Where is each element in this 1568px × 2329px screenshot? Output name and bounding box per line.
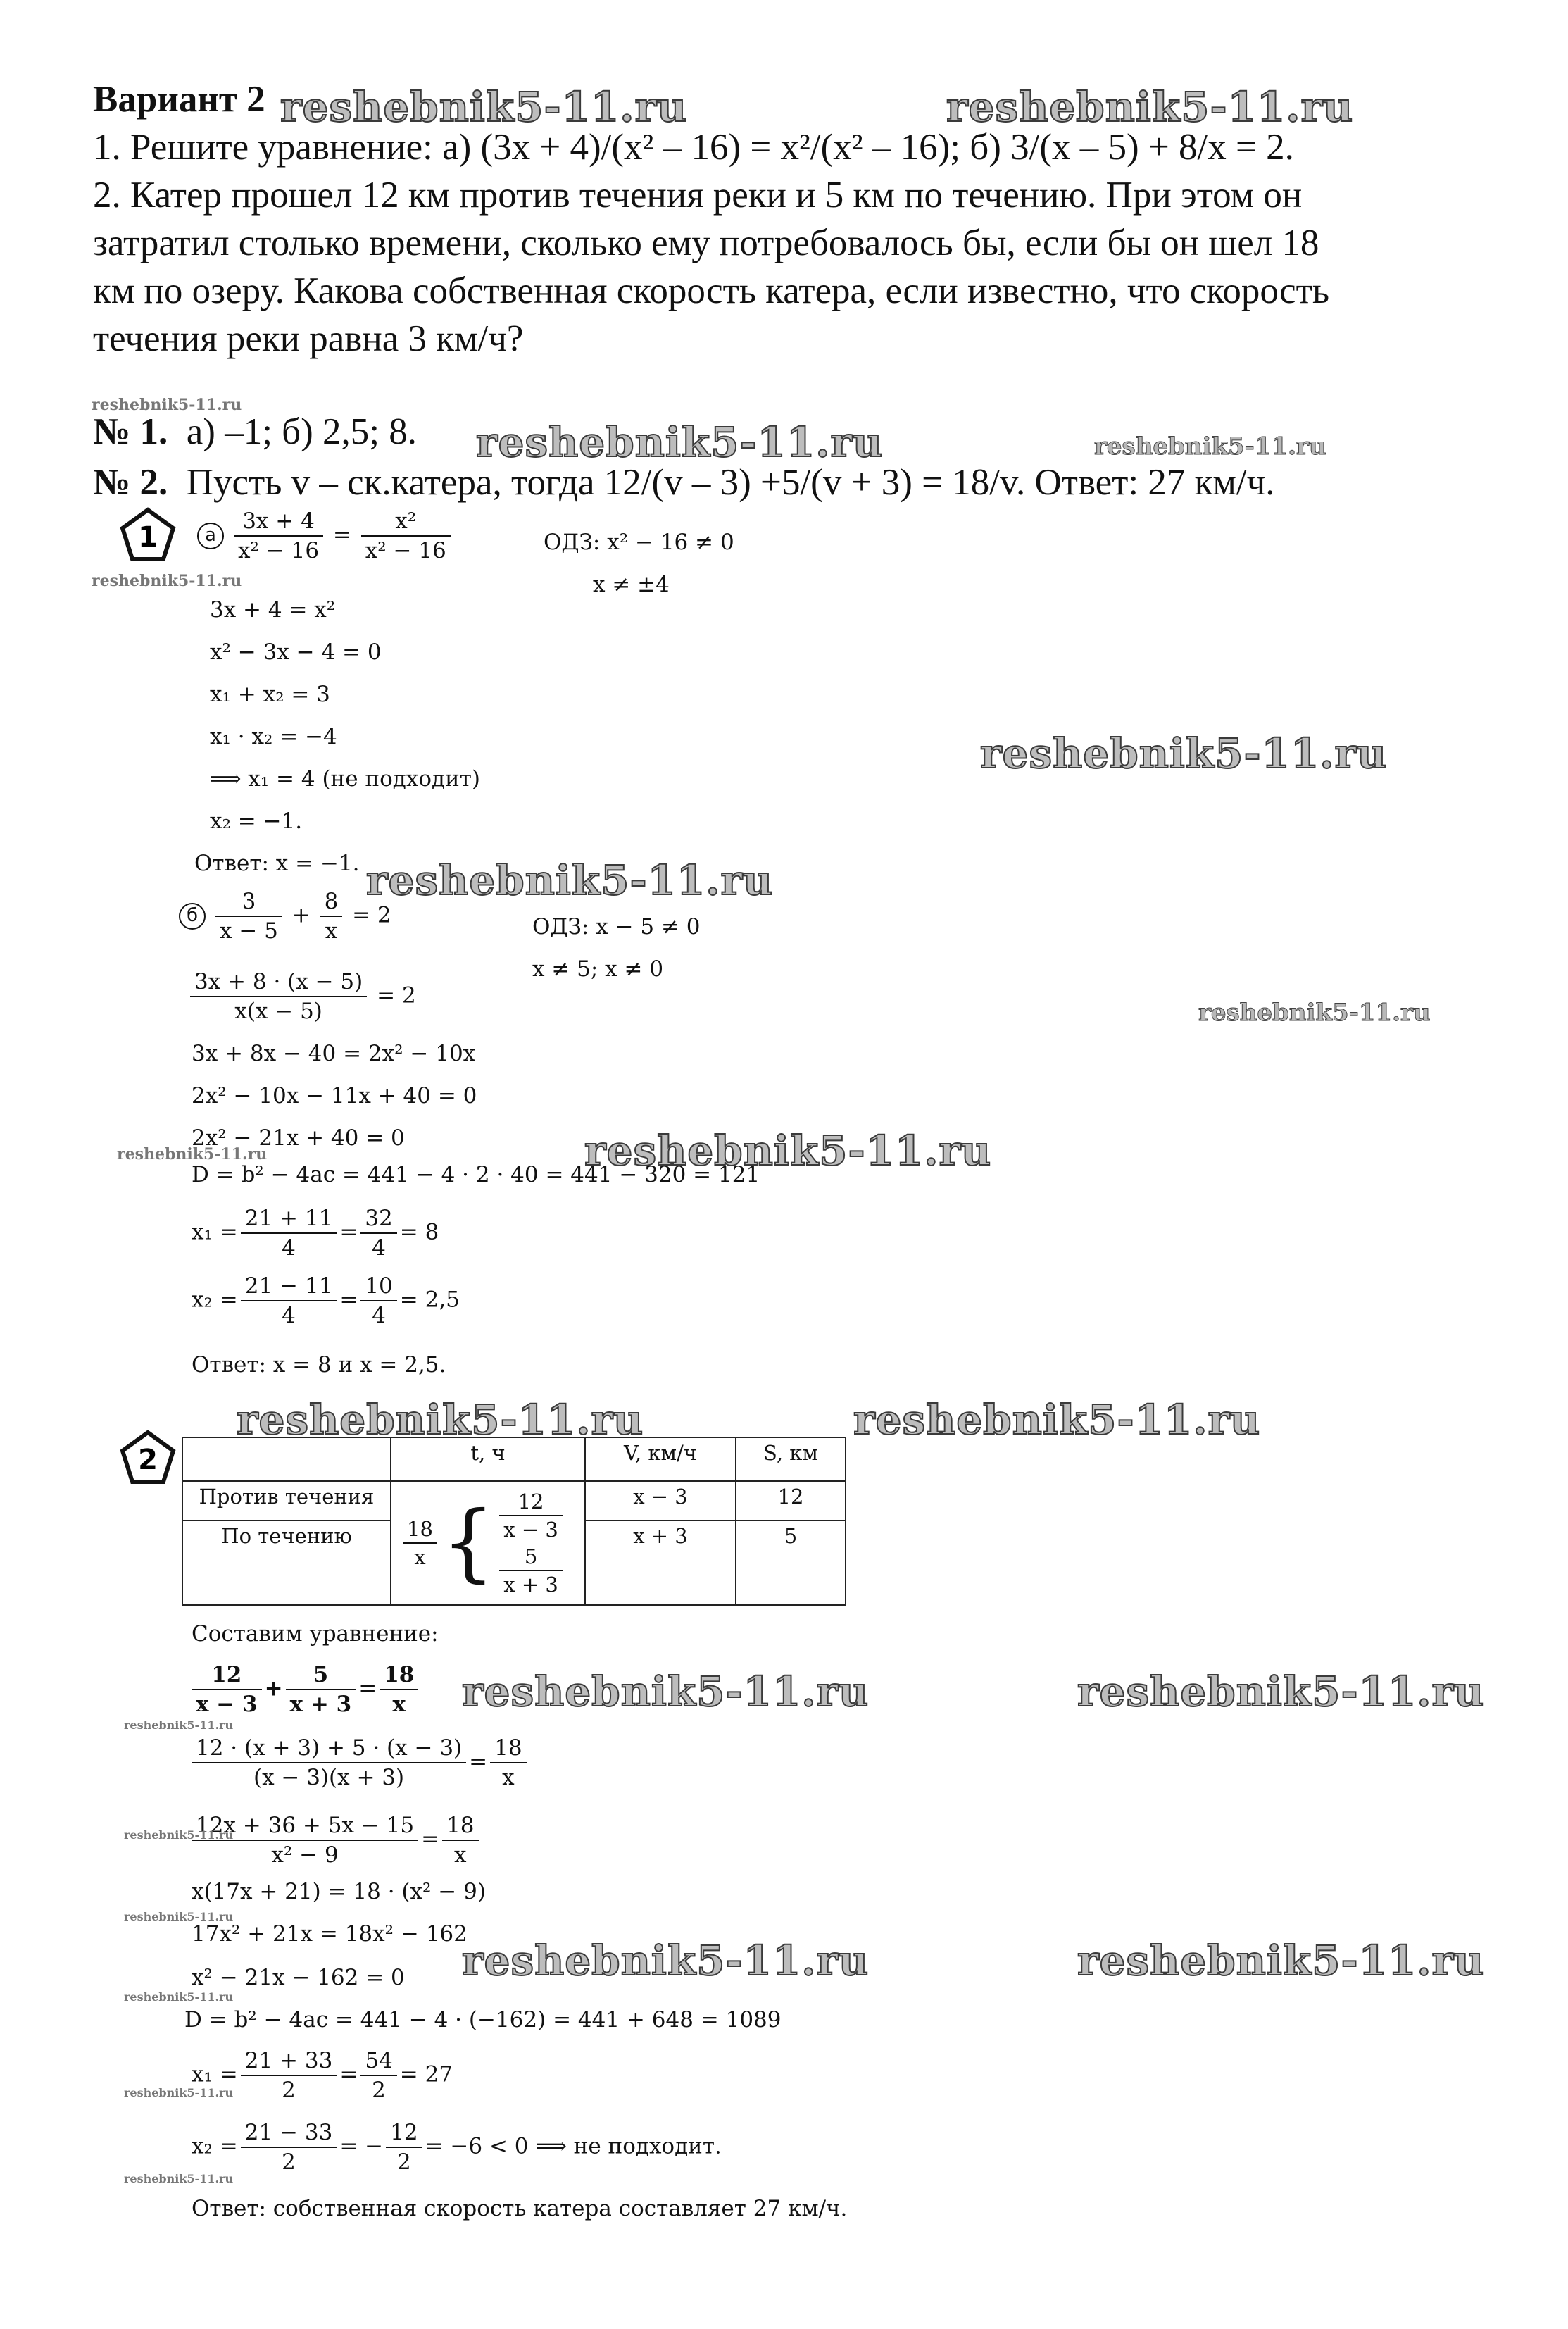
solution-2-step-3: x² − 21x − 162 = 0 <box>192 1965 405 1990</box>
task-1-text: 1. Решите уравнение: а) (3x + 4)/(x² – 16) = x²/(x² – 16); б) 3/(x – 5) + 8/x = 2. <box>93 127 1294 168</box>
watermark-small: reshebnik5-11.ru <box>124 2086 234 2099</box>
solution-2-answer: Ответ: собственная скорость катера составляет 27 км/ч. <box>192 2196 848 2221</box>
pentagon-badge-2-icon <box>118 1428 177 1487</box>
task-2-line-1: 2. Катер прошел 12 км против течения реки и 5 км по течению. При этом он <box>93 175 1303 216</box>
part-b-answer: Ответ: x = 8 и x = 2,5. <box>192 1352 446 1378</box>
pentagon-badge-1-icon <box>118 506 177 565</box>
solution-2-root-2: x₂ = $\frac{21 - 33}{2}$ = − $\frac{12}{2}$ = −6 < 0 ⟹ не подходит. <box>192 2120 722 2175</box>
part-a-equation: а $\frac{3x + 4}{\text{x² − 16}}$ = $\frac{\text{x²}}{\text{x² − 16}}$ <box>197 508 453 563</box>
equation-1: $\frac{12}{x - 3}$ + $\frac{5}{x + 3}$ = $\frac{18}{x}$ <box>189 1662 421 1717</box>
part-b-common-fraction: $\frac{3x + 8 \cdot (x - 5)}{x(x - 5)}$ = 2 <box>187 969 416 1024</box>
part-b-step-2: 2x² − 10x − 11x + 40 = 0 <box>192 1083 477 1109</box>
badge-2-number: 2 <box>138 1444 158 1476</box>
part-b-equation: б $\frac{3}{x - 5}$ + $\frac{8}{x}$ = 2 <box>179 889 391 944</box>
watermark-small: reshebnik5-11.ru <box>124 2172 234 2185</box>
equation-3: $\frac{12x + 36 + 5x - 15}{\text{x² − 9}}$ = $\frac{18}{x}$ <box>189 1813 482 1868</box>
answer-1-label: № 1. <box>93 411 168 452</box>
part-b-discriminant: D = b² − 4ac = 441 − 4 · 2 · 40 = 441 − 320 = 121 <box>192 1162 760 1187</box>
part-b-step-1: 3x + 8x − 40 = 2x² − 10x <box>192 1041 476 1066</box>
part-b-root-2: x₂ = $\frac{21 - 11}{4}$ = $\frac{10}{4}$ = 2,5 <box>192 1273 460 1328</box>
watermark-small: reshebnik5-11.ru <box>92 572 242 590</box>
answer-1 <box>93 408 417 455</box>
answer-2-label: № 2. <box>93 462 168 503</box>
table-row: По течению x + 3 5 <box>182 1521 846 1605</box>
watermark-small: reshebnik5-11.ru <box>117 1145 268 1163</box>
part-a-odz-2: x ≠ ±4 <box>593 572 670 597</box>
watermark: reshebnik5-11.ru <box>584 1127 992 1175</box>
watermark: reshebnik5-11.ru <box>980 730 1388 778</box>
watermark: reshebnik5-11.ru <box>853 1396 1261 1444</box>
watermark: reshebnik5-11.ru <box>1077 1937 1485 1985</box>
watermark-small: reshebnik5-11.ru <box>124 1990 234 2004</box>
part-a-answer: Ответ: x = −1. <box>194 851 360 876</box>
watermark: reshebnik5-11.ru <box>462 1937 870 1985</box>
solution-2-step-1: x(17x + 21) = 18 · (x² − 9) <box>192 1879 486 1904</box>
solution-2-step-2: 17x² + 21x = 18x² − 162 <box>192 1921 468 1947</box>
watermark: reshebnik5-11.ru <box>476 418 884 466</box>
watermark-small: reshebnik5-11.ru <box>124 1828 234 1842</box>
part-a-step-5: ⟹ x₁ = 4 (не подходит) <box>210 766 480 792</box>
part-a-step-1: 3x + 4 = x² <box>210 597 336 623</box>
watermark: reshebnik5-11.ru <box>462 1668 870 1716</box>
table-header-row: t, ч V, км/ч S, км <box>182 1437 846 1481</box>
table-row: Против течения $\frac{18}{x}$ { $\frac{12}{x - 3}$ $\frac{5}{x + 3}$ x − 3 12 <box>182 1481 846 1521</box>
part-a-step-3: x₁ + x₂ = 3 <box>210 682 330 707</box>
task-2-line-3: км по озеру. Какова собственная скорость катера, если известно, что скорость <box>93 270 1330 311</box>
motion-table <box>182 1437 846 1606</box>
part-a-step-4: x₁ · x₂ = −4 <box>210 724 337 749</box>
variant-title: Вариант 2 <box>93 79 265 120</box>
part-a-step-6: x₂ = −1. <box>210 808 303 834</box>
watermark-small: reshebnik5-11.ru <box>92 396 242 414</box>
watermark: reshebnik5-11.ru <box>280 83 688 131</box>
watermark: reshebnik5-11.ru <box>237 1396 644 1444</box>
watermark: reshebnik5-11.ru <box>1077 1668 1485 1716</box>
watermark-small: reshebnik5-11.ru <box>124 1718 234 1732</box>
watermark-medium: reshebnik5-11.ru <box>1198 999 1431 1027</box>
watermark-medium: reshebnik5-11.ru <box>1094 432 1326 461</box>
answer-2-text: Пусть v – ск.катера, тогда 12/(v – 3) +5/(v + 3) = 18/v. Ответ: 27 км/ч. <box>186 462 1275 503</box>
part-b-odz-2: x ≠ 5; x ≠ 0 <box>532 956 664 982</box>
equation-2: $\frac{12 \cdot (x + 3) + 5 \cdot (x - 3)}{(x - 3)(x + 3)}$ = $\frac{18}{x}$ <box>189 1735 529 1790</box>
watermark: reshebnik5-11.ru <box>366 856 774 904</box>
time-cell: $\frac{18}{x}$ { $\frac{12}{x - 3}$ $\frac{5}{x + 3}$ <box>391 1481 585 1605</box>
part-a-marker: а <box>197 523 224 549</box>
badge-1-number: 1 <box>138 521 158 554</box>
watermark: reshebnik5-11.ru <box>946 83 1354 131</box>
solution-2-root-1: x₁ = $\frac{21 + 33}{2}$ = $\frac{54}{2}$ = 27 <box>192 2048 453 2103</box>
answer-1-text: а) –1; б) 2,5; 8. <box>186 411 418 452</box>
watermark-small: reshebnik5-11.ru <box>124 1910 234 1923</box>
part-b-marker: б <box>179 903 206 930</box>
part-b-odz: ОДЗ: x − 5 ≠ 0 <box>532 914 701 939</box>
part-a-step-2: x² − 3x − 4 = 0 <box>210 639 382 665</box>
task-2-line-2: затратил столько времени, сколько ему потребовалось бы, если бы он шел 18 <box>93 223 1319 263</box>
part-a-odz: ОДЗ: x² − 16 ≠ 0 <box>544 530 734 555</box>
task-2-line-4: течения реки равна 3 км/ч? <box>93 318 524 359</box>
equation-intro: Составим уравнение: <box>192 1621 439 1647</box>
solution-2-discriminant: D = b² − 4ac = 441 − 4 · (−162) = 441 + 648 = 1089 <box>184 2007 782 2033</box>
part-b-step-3: 2x² − 21x + 40 = 0 <box>192 1125 405 1151</box>
part-b-root-1: x₁ = $\frac{21 + 11}{4}$ = $\frac{32}{4}$ = 8 <box>192 1206 439 1261</box>
